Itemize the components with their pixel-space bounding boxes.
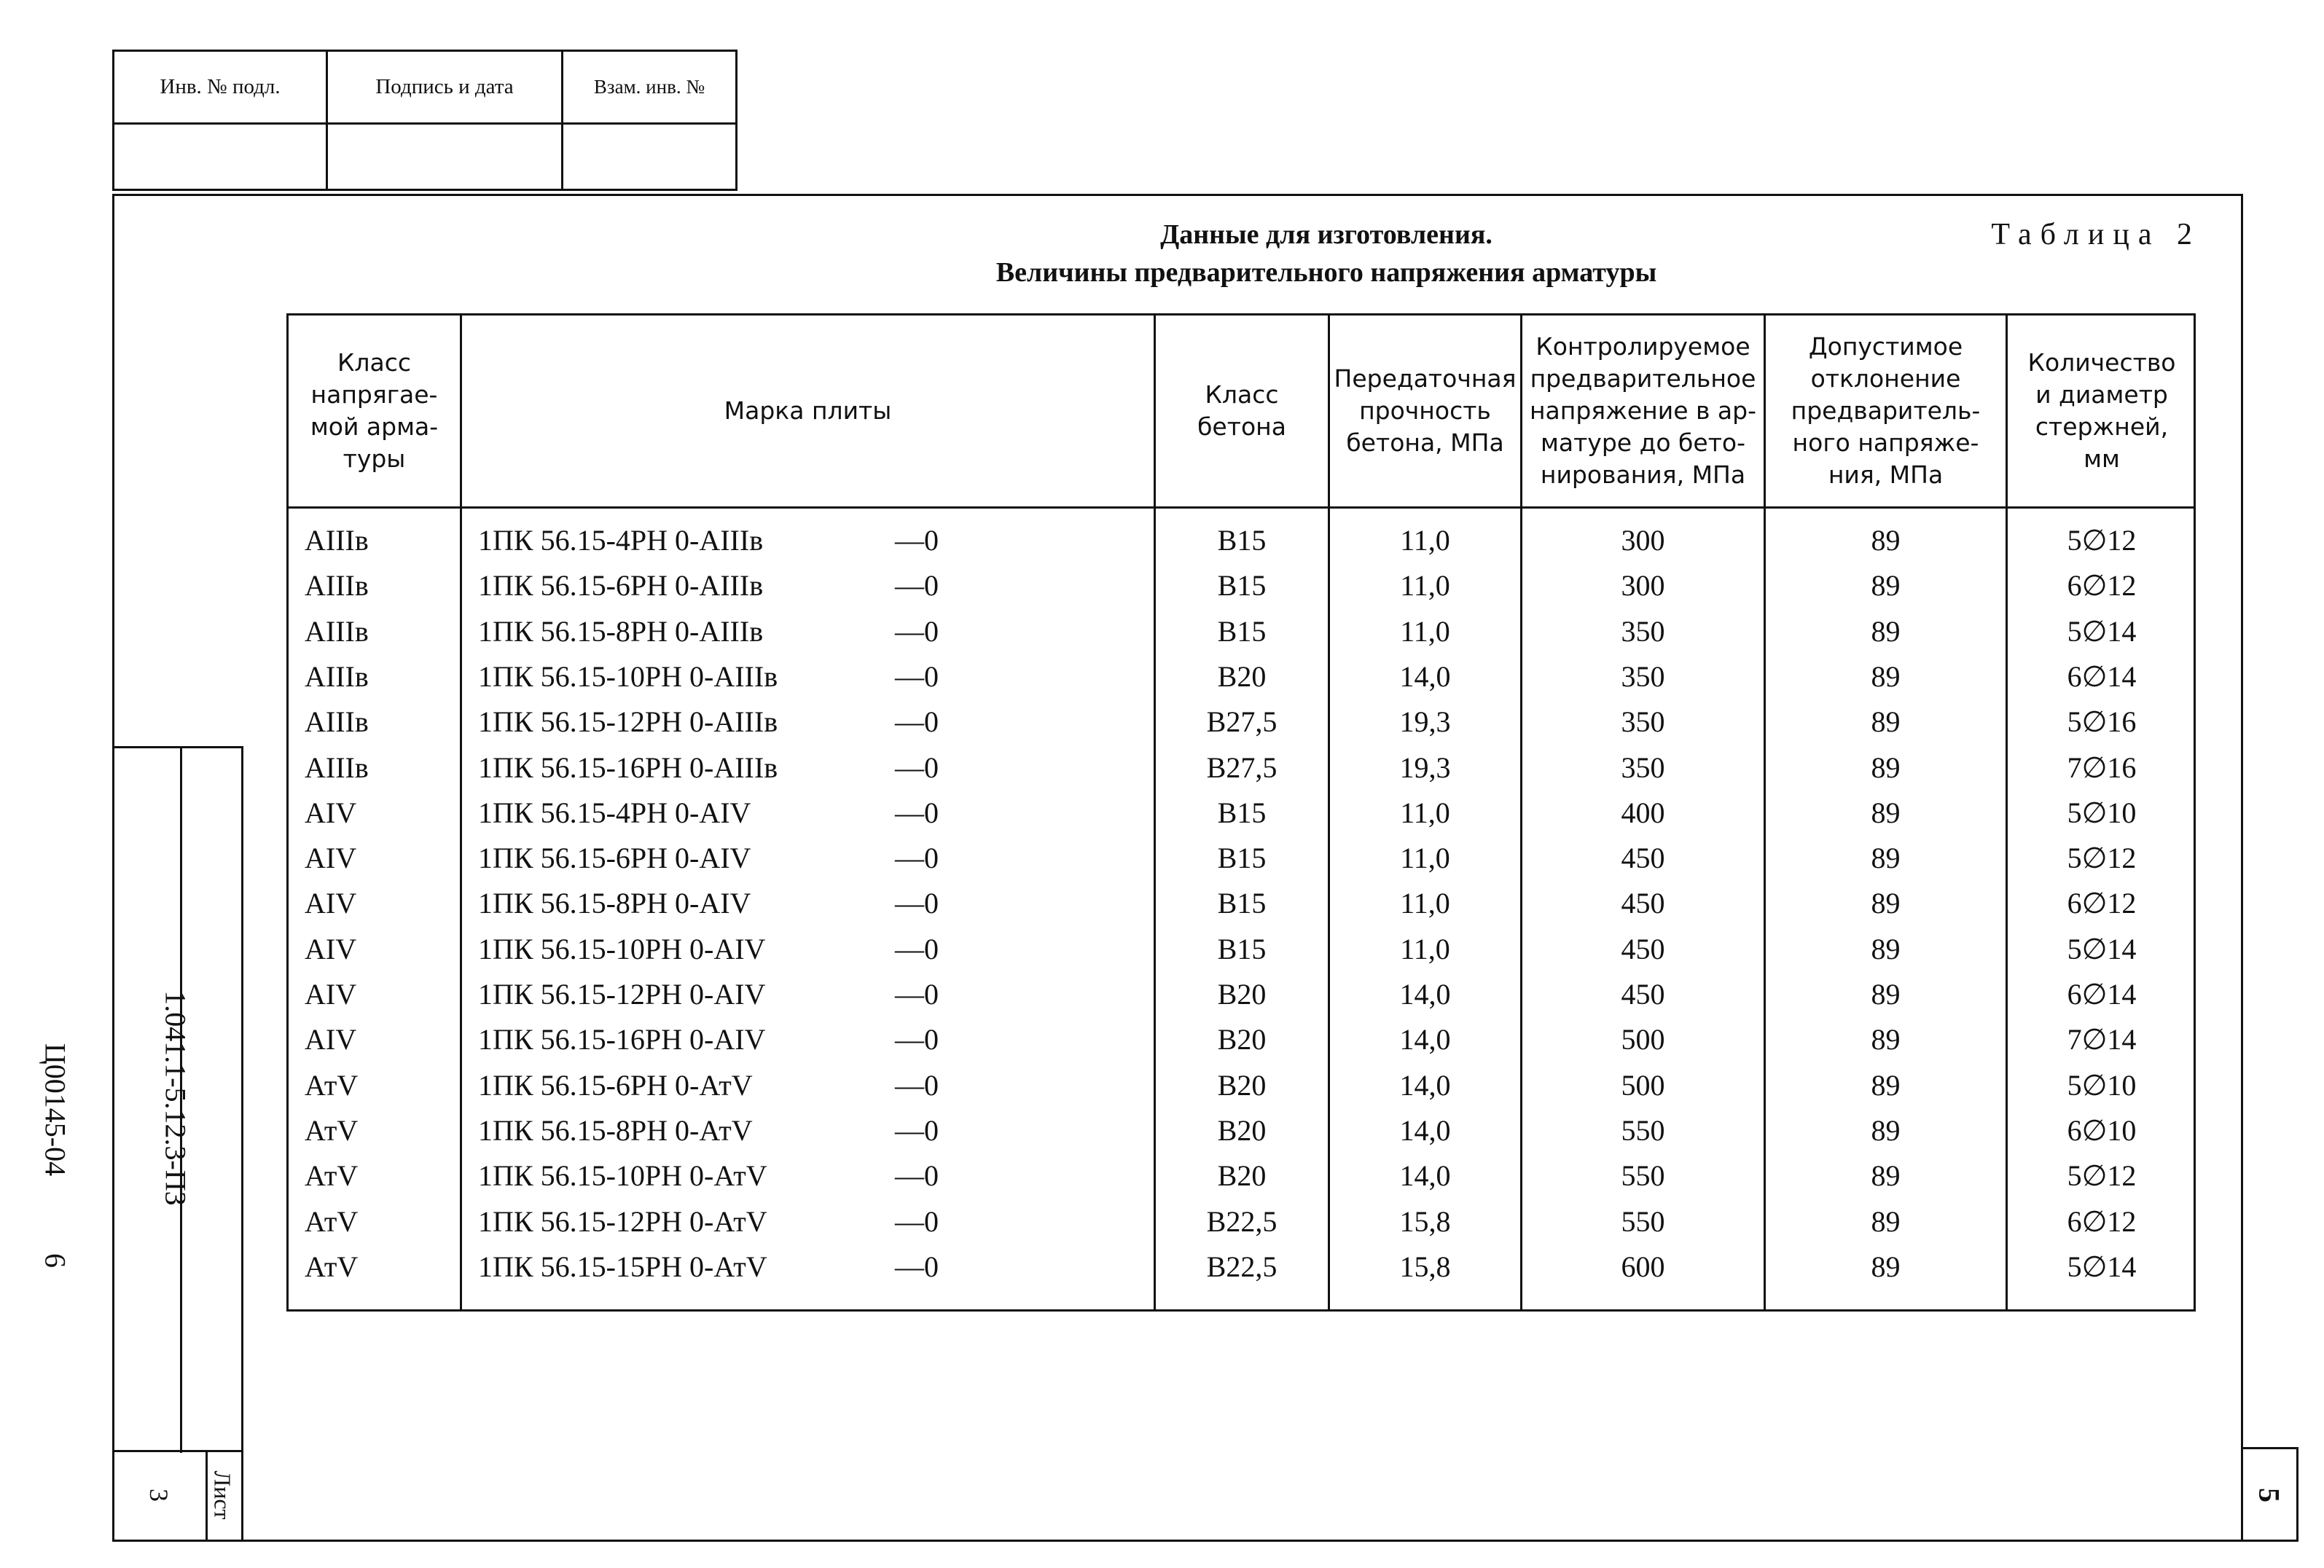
sheet-number: 3 <box>144 1489 173 1502</box>
cell-mark-suffix: —0 <box>895 796 939 829</box>
cell-transfer-strength: 19,3 <box>1399 750 1451 784</box>
cell-bar-count-diameter: 5∅12 <box>2067 524 2137 557</box>
stamp-inventory-label: Инв. № подл. <box>160 75 281 98</box>
cell-tolerance: 89 <box>1871 750 1901 784</box>
cell-bar-count-diameter: 5∅14 <box>2067 932 2137 965</box>
cell-tolerance: 89 <box>1871 1023 1901 1057</box>
cell-transfer-strength: 11,0 <box>1400 569 1450 603</box>
cell-controlled-stress: 400 <box>1621 796 1665 829</box>
table-row <box>289 791 2194 836</box>
cell-transfer-strength: 11,0 <box>1400 614 1450 648</box>
cell-transfer-strength: 14,0 <box>1399 978 1451 1011</box>
cell-rebar-class: АтV <box>305 1250 359 1283</box>
cell-slab-mark: 1ПК 56.15-6РН 0-АIIIв <box>478 569 764 603</box>
cell-slab-mark: 1ПК 56.15-15РН 0-АтV <box>478 1250 767 1283</box>
cell-controlled-stress: 450 <box>1621 978 1665 1011</box>
cell-transfer-strength: 14,0 <box>1399 659 1451 693</box>
cell-slab-mark: 1ПК 56.15-6РН 0-АтV <box>478 1068 753 1102</box>
cell-transfer-strength: 14,0 <box>1399 1159 1451 1193</box>
cell-concrete-class: В20 <box>1217 1113 1267 1147</box>
table-label: Таблица 2 <box>1991 218 2201 251</box>
cell-rebar-class: АIIIв <box>305 614 369 648</box>
table-row <box>289 609 2194 654</box>
cell-controlled-stress: 350 <box>1621 705 1665 739</box>
cell-mark-suffix: —0 <box>895 842 939 875</box>
cell-concrete-class: В22,5 <box>1206 1204 1278 1238</box>
cell-controlled-stress: 350 <box>1621 659 1665 693</box>
cell-controlled-stress: 350 <box>1621 750 1665 784</box>
cell-concrete-class: В15 <box>1217 932 1267 965</box>
header-tolerance: Допустимое отклонение предваритель-ного напряже-ния, МПа <box>1791 332 1981 489</box>
cell-slab-mark: 1ПК 56.15-12РН 0-АIIIв <box>478 705 778 739</box>
cell-transfer-strength: 11,0 <box>1400 796 1450 829</box>
cell-slab-mark: 1ПК 56.15-10РН 0-АIV <box>478 932 766 965</box>
cell-tolerance: 89 <box>1871 569 1901 603</box>
cell-bar-count-diameter: 5∅12 <box>2067 1159 2137 1193</box>
cell-mark-suffix: —0 <box>895 1068 939 1102</box>
cell-tolerance: 89 <box>1871 1159 1901 1193</box>
cell-concrete-class: В15 <box>1217 796 1267 829</box>
cell-concrete-class: В15 <box>1217 842 1267 875</box>
cell-concrete-class: В20 <box>1217 1068 1267 1102</box>
document-title: Данные для изготовления. <box>1160 219 1492 250</box>
cell-tolerance: 89 <box>1871 842 1901 875</box>
cell-rebar-class: АтV <box>305 1204 359 1238</box>
cell-controlled-stress: 300 <box>1621 569 1665 603</box>
cell-mark-suffix: —0 <box>895 1159 939 1193</box>
header-transfer-strength: Передаточная прочность бетона, МПа <box>1334 364 1517 457</box>
cell-mark-suffix: —0 <box>895 524 939 557</box>
cell-bar-count-diameter: 5∅10 <box>2067 1068 2137 1102</box>
cell-mark-suffix: —0 <box>895 614 939 648</box>
cell-mark-suffix: —0 <box>895 978 939 1011</box>
cell-transfer-strength: 11,0 <box>1400 842 1450 875</box>
cell-bar-count-diameter: 6∅14 <box>2067 659 2137 693</box>
cell-slab-mark: 1ПК 56.15-6РН 0-АIV <box>478 842 751 875</box>
cell-slab-mark: 1ПК 56.15-4РН 0-АIV <box>478 796 751 829</box>
cell-transfer-strength: 11,0 <box>1400 887 1450 920</box>
cell-rebar-class: АIV <box>305 1023 357 1057</box>
cell-rebar-class: АIV <box>305 842 357 875</box>
cell-controlled-stress: 350 <box>1621 614 1665 648</box>
page-number: 5 <box>2253 1488 2286 1502</box>
cell-rebar-class: АтV <box>305 1159 359 1193</box>
cell-concrete-class: В20 <box>1217 978 1267 1011</box>
cell-rebar-class: АтV <box>305 1113 359 1147</box>
cell-tolerance: 89 <box>1871 1068 1901 1102</box>
table-row <box>289 1017 2194 1062</box>
table-row <box>289 745 2194 791</box>
cell-transfer-strength: 14,0 <box>1399 1068 1451 1102</box>
cell-tolerance: 89 <box>1871 887 1901 920</box>
cell-tolerance: 89 <box>1871 705 1901 739</box>
cell-mark-suffix: —0 <box>895 659 939 693</box>
cell-controlled-stress: 450 <box>1621 887 1665 920</box>
cell-tolerance: 89 <box>1871 932 1901 965</box>
cell-bar-count-diameter: 6∅14 <box>2067 978 2137 1011</box>
cell-slab-mark: 1ПК 56.15-8РН 0-АтV <box>478 1113 753 1147</box>
cell-concrete-class: В22,5 <box>1206 1250 1278 1283</box>
cell-slab-mark: 1ПК 56.15-10РН 0-АтV <box>478 1159 767 1193</box>
cell-controlled-stress: 550 <box>1621 1159 1665 1193</box>
table-row <box>289 563 2194 608</box>
stamp-replacement-label: Взам. инв. № <box>593 76 705 98</box>
cell-controlled-stress: 300 <box>1621 524 1665 557</box>
cell-slab-mark: 1ПК 56.15-12РН 0-АтV <box>478 1204 767 1238</box>
cell-mark-suffix: —0 <box>895 569 939 603</box>
archive-code: Ц00145-04 <box>39 1043 72 1177</box>
cell-tolerance: 89 <box>1871 1204 1901 1238</box>
cell-rebar-class: АтV <box>305 1068 359 1102</box>
cell-slab-mark: 1ПК 56.15-16РН 0-АIIIв <box>478 750 778 784</box>
table-row <box>289 699 2194 745</box>
cell-transfer-strength: 14,0 <box>1399 1113 1451 1147</box>
cell-bar-count-diameter: 6∅12 <box>2067 569 2137 603</box>
cell-concrete-class: В27,5 <box>1206 705 1278 739</box>
document-code: 1.041.1-5.12.3-ПЗ <box>159 990 192 1206</box>
cell-slab-mark: 1ПК 56.15-16РН 0-АIV <box>478 1023 766 1057</box>
cell-concrete-class: В20 <box>1217 1159 1267 1193</box>
approval-stamp <box>112 50 738 191</box>
cell-concrete-class: В15 <box>1217 887 1267 920</box>
cell-rebar-class: АIV <box>305 887 357 920</box>
cell-mark-suffix: —0 <box>895 1113 939 1147</box>
archive-number: 6 <box>39 1253 72 1268</box>
cell-controlled-stress: 500 <box>1621 1068 1665 1102</box>
header-bar-count-diameter: Количество и диаметр стержней, мм <box>2027 348 2176 473</box>
cell-mark-suffix: —0 <box>895 705 939 739</box>
header-controlled-stress: Контролируемое предварительное напряжение в ар-матуре до бето-нирования, МПа <box>1529 332 1757 489</box>
header-concrete-class: Класс бетона <box>1197 380 1286 441</box>
cell-tolerance: 89 <box>1871 524 1901 557</box>
header-rebar-class: Класс напрягае-мой арма-туры <box>310 348 439 473</box>
cell-rebar-class: АIIIв <box>305 705 369 739</box>
cell-slab-mark: 1ПК 56.15-8РН 0-АIIIв <box>478 614 764 648</box>
cell-transfer-strength: 14,0 <box>1399 1023 1451 1057</box>
cell-tolerance: 89 <box>1871 1113 1901 1147</box>
table-row <box>289 1244 2194 1290</box>
cell-bar-count-diameter: 7∅16 <box>2067 750 2137 784</box>
table-row <box>289 927 2194 972</box>
cell-transfer-strength: 15,8 <box>1399 1250 1451 1283</box>
cell-bar-count-diameter: 5∅10 <box>2067 796 2137 829</box>
cell-controlled-stress: 450 <box>1621 842 1665 875</box>
table-row <box>289 1153 2194 1199</box>
cell-mark-suffix: —0 <box>895 932 939 965</box>
document-subtitle: Величины предварительного напряжения арматуры <box>995 257 1657 288</box>
cell-tolerance: 89 <box>1871 1250 1901 1283</box>
cell-transfer-strength: 15,8 <box>1399 1204 1451 1238</box>
cell-controlled-stress: 550 <box>1621 1113 1665 1147</box>
cell-concrete-class: В20 <box>1217 659 1267 693</box>
table-row <box>289 1199 2194 1244</box>
cell-bar-count-diameter: 5∅14 <box>2067 614 2137 648</box>
cell-bar-count-diameter: 5∅12 <box>2067 842 2137 875</box>
cell-bar-count-diameter: 5∅14 <box>2067 1250 2137 1283</box>
cell-transfer-strength: 19,3 <box>1399 705 1451 739</box>
cell-concrete-class: В15 <box>1217 569 1267 603</box>
cell-transfer-strength: 11,0 <box>1400 932 1450 965</box>
cell-rebar-class: АIIIв <box>305 750 369 784</box>
table-row <box>289 1108 2194 1153</box>
cell-controlled-stress: 500 <box>1621 1023 1665 1057</box>
cell-rebar-class: АIV <box>305 932 357 965</box>
cell-mark-suffix: —0 <box>895 887 939 920</box>
cell-rebar-class: АIIIв <box>305 659 369 693</box>
sheet-label: Лист <box>209 1470 236 1520</box>
cell-concrete-class: В20 <box>1217 1023 1267 1057</box>
table-row <box>289 1063 2194 1108</box>
table-row <box>289 836 2194 881</box>
cell-transfer-strength: 11,0 <box>1400 524 1450 557</box>
cell-slab-mark: 1ПК 56.15-12РН 0-АIV <box>478 978 766 1011</box>
stamp-signature-label: Подпись и дата <box>375 75 514 98</box>
table-row <box>289 972 2194 1017</box>
header-slab-mark: Марка плиты <box>724 396 892 425</box>
cell-rebar-class: АIV <box>305 978 357 1011</box>
cell-controlled-stress: 550 <box>1621 1204 1665 1238</box>
cell-rebar-class: АIV <box>305 796 357 829</box>
cell-controlled-stress: 450 <box>1621 932 1665 965</box>
cell-bar-count-diameter: 6∅10 <box>2067 1113 2137 1147</box>
table-row <box>289 881 2194 926</box>
cell-mark-suffix: —0 <box>895 1250 939 1283</box>
cell-tolerance: 89 <box>1871 614 1901 648</box>
cell-concrete-class: В15 <box>1217 524 1267 557</box>
cell-bar-count-diameter: 7∅14 <box>2067 1023 2137 1057</box>
cell-slab-mark: 1ПК 56.15-10РН 0-АIIIв <box>478 659 778 693</box>
cell-concrete-class: В27,5 <box>1206 750 1278 784</box>
cell-tolerance: 89 <box>1871 659 1901 693</box>
cell-tolerance: 89 <box>1871 796 1901 829</box>
cell-bar-count-diameter: 6∅12 <box>2067 887 2137 920</box>
cell-tolerance: 89 <box>1871 978 1901 1011</box>
cell-bar-count-diameter: 5∅16 <box>2067 705 2137 739</box>
cell-slab-mark: 1ПК 56.15-8РН 0-АIV <box>478 887 751 920</box>
cell-slab-mark: 1ПК 56.15-4РН 0-АIIIв <box>478 524 764 557</box>
cell-controlled-stress: 600 <box>1621 1250 1665 1283</box>
table-row <box>289 518 2194 563</box>
cell-rebar-class: АIIIв <box>305 524 369 557</box>
cell-mark-suffix: —0 <box>895 750 939 784</box>
table-row <box>289 654 2194 699</box>
cell-mark-suffix: —0 <box>895 1023 939 1057</box>
cell-mark-suffix: —0 <box>895 1204 939 1238</box>
prestress-table <box>286 313 2196 1312</box>
cell-rebar-class: АIIIв <box>305 569 369 603</box>
cell-concrete-class: В15 <box>1217 614 1267 648</box>
cell-bar-count-diameter: 6∅12 <box>2067 1204 2137 1238</box>
